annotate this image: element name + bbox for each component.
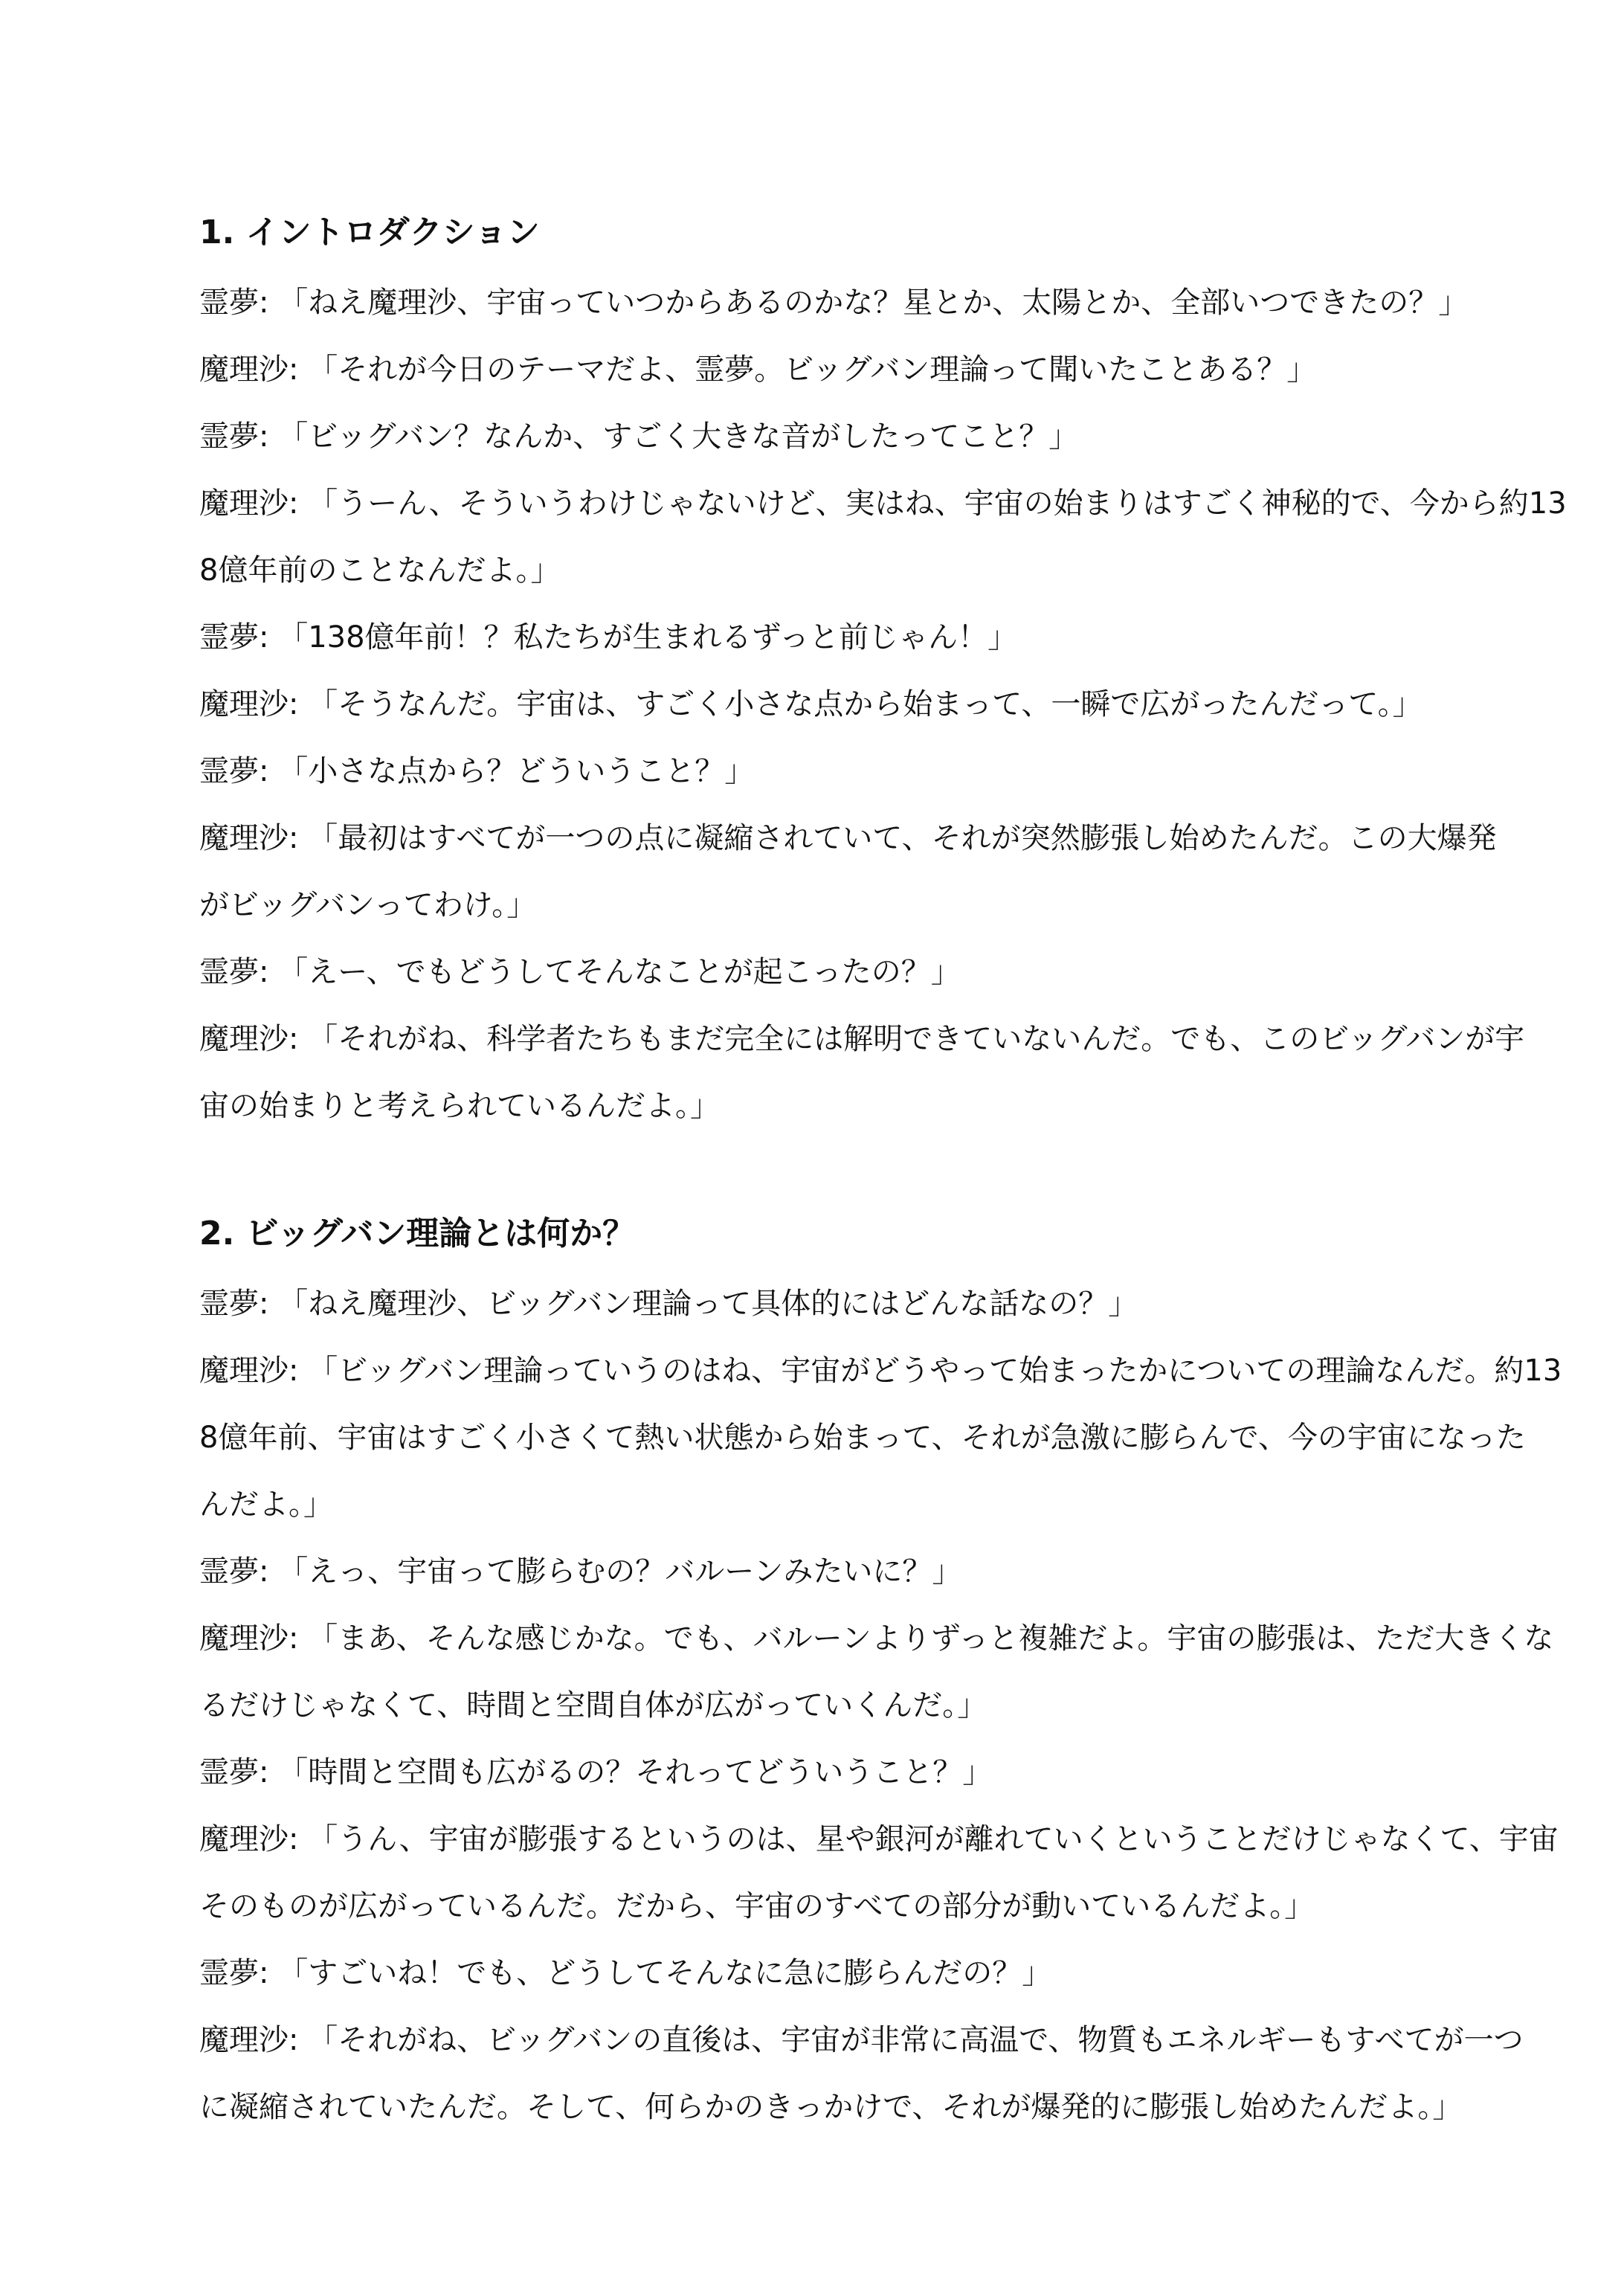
dialogue-line: 魔理沙: 「ビッグバン理論っていうのはね、宇宙がどうやって始まったかについての理論なんだ。約13 <box>199 1354 1562 1388</box>
section-heading: 1. イントロダクション <box>199 213 540 251</box>
dialogue-line: 宙の始まりと考えられているんだよ。」 <box>199 1089 720 1123</box>
dialogue-line: 魔理沙: 「それがね、科学者たちもまだ完全には解明できていないんだ。でも、このビッグバンが宇 <box>199 1022 1525 1056</box>
dialogue-line: 魔理沙: 「それがね、ビッグバンの直後は、宇宙が非常に高温で、物質もエネルギーもすべてが一つ <box>199 2023 1524 2057</box>
dialogue-line: 霊夢: 「時間と空間も広がるの？それってどういうこと？」 <box>199 1755 993 1789</box>
dialogue-line: 8億年前のことなんだよ。」 <box>199 553 561 588</box>
dialogue-line: 魔理沙: 「うーん、そういうわけじゃないけど、実はね、宇宙の始まりはすごく神秘的で、今から約13 <box>199 486 1567 521</box>
section-heading: 2. ビッグバン理論とは何か？ <box>199 1215 636 1252</box>
section-big-bang-theory <box>199 1202 1562 2141</box>
dialogue-line: 霊夢: 「すごいね！でも、どうしてそんなに急に膨らんだの？」 <box>199 1956 1052 1990</box>
dialogue-line: 霊夢: 「小さな点から？どういうこと？」 <box>199 754 755 788</box>
dialogue-line: 霊夢: 「えっ、宇宙って膨らむの？バルーンみたいに？」 <box>199 1554 962 1589</box>
dialogue-line: に凝縮されていたんだ。そして、何らかのきっかけで、それが爆発的に膨張し始めたんだよ。」 <box>199 2090 1463 2124</box>
dialogue-line: 霊夢: 「ねえ魔理沙、宇宙っていつからあるのかな？星とか、太陽とか、全部いつできたの？」 <box>199 286 1469 320</box>
dialogue-line: 霊夢: 「えー、でもどうしてそんなことが起こったの？」 <box>199 955 961 989</box>
document-page <box>199 201 1567 2141</box>
dialogue-line: 魔理沙: 「それが今日のテーマだよ、霊夢。ビッグバン理論って聞いたことある？」 <box>199 353 1317 387</box>
dialogue-line: 魔理沙: 「最初はすべてが一つの点に凝縮されていて、それが突然膨張し始めたんだ。この大爆発 <box>199 821 1497 855</box>
dialogue-line: るだけじゃなくて、時間と空間自体が広がっていくんだ。」 <box>199 1688 987 1723</box>
dialogue-line: 8億年前、宇宙はすごく小さくて熱い状態から始まって、それが急激に膨らんで、今の宇宙になった <box>199 1421 1526 1455</box>
dialogue-line: 霊夢: 「ねえ魔理沙、ビッグバン理論って具体的にはどんな話なの？」 <box>199 1287 1138 1321</box>
dialogue-line: 魔理沙: 「うん、宇宙が膨張するというのは、星や銀河が離れていくということだけじゃなくて、宇宙 <box>199 1822 1559 1856</box>
dialogue-line: そのものが広がっているんだ。だから、宇宙のすべての部分が動いているんだよ。」 <box>199 1889 1315 1923</box>
dialogue-line: 霊夢: 「138億年前！？私たちが生まれるずっと前じゃん！」 <box>199 620 1018 655</box>
section-introduction <box>199 201 1567 1139</box>
dialogue-line: 霊夢: 「ビッグバン？なんか、すごく大きな音がしたってこと？」 <box>199 419 1079 454</box>
dialogue-line: んだよ。」 <box>199 1488 333 1522</box>
dialogue-line: 魔理沙: 「そうなんだ。宇宙は、すごく小さな点から始まって、一瞬で広がったんだって。」 <box>199 687 1422 721</box>
dialogue-line: がビッグバンってわけ。」 <box>199 888 537 922</box>
dialogue-line: 魔理沙: 「まあ、そんな感じかな。でも、バルーンよりずっと複雑だよ。宇宙の膨張は、ただ大きくな <box>199 1621 1554 1656</box>
